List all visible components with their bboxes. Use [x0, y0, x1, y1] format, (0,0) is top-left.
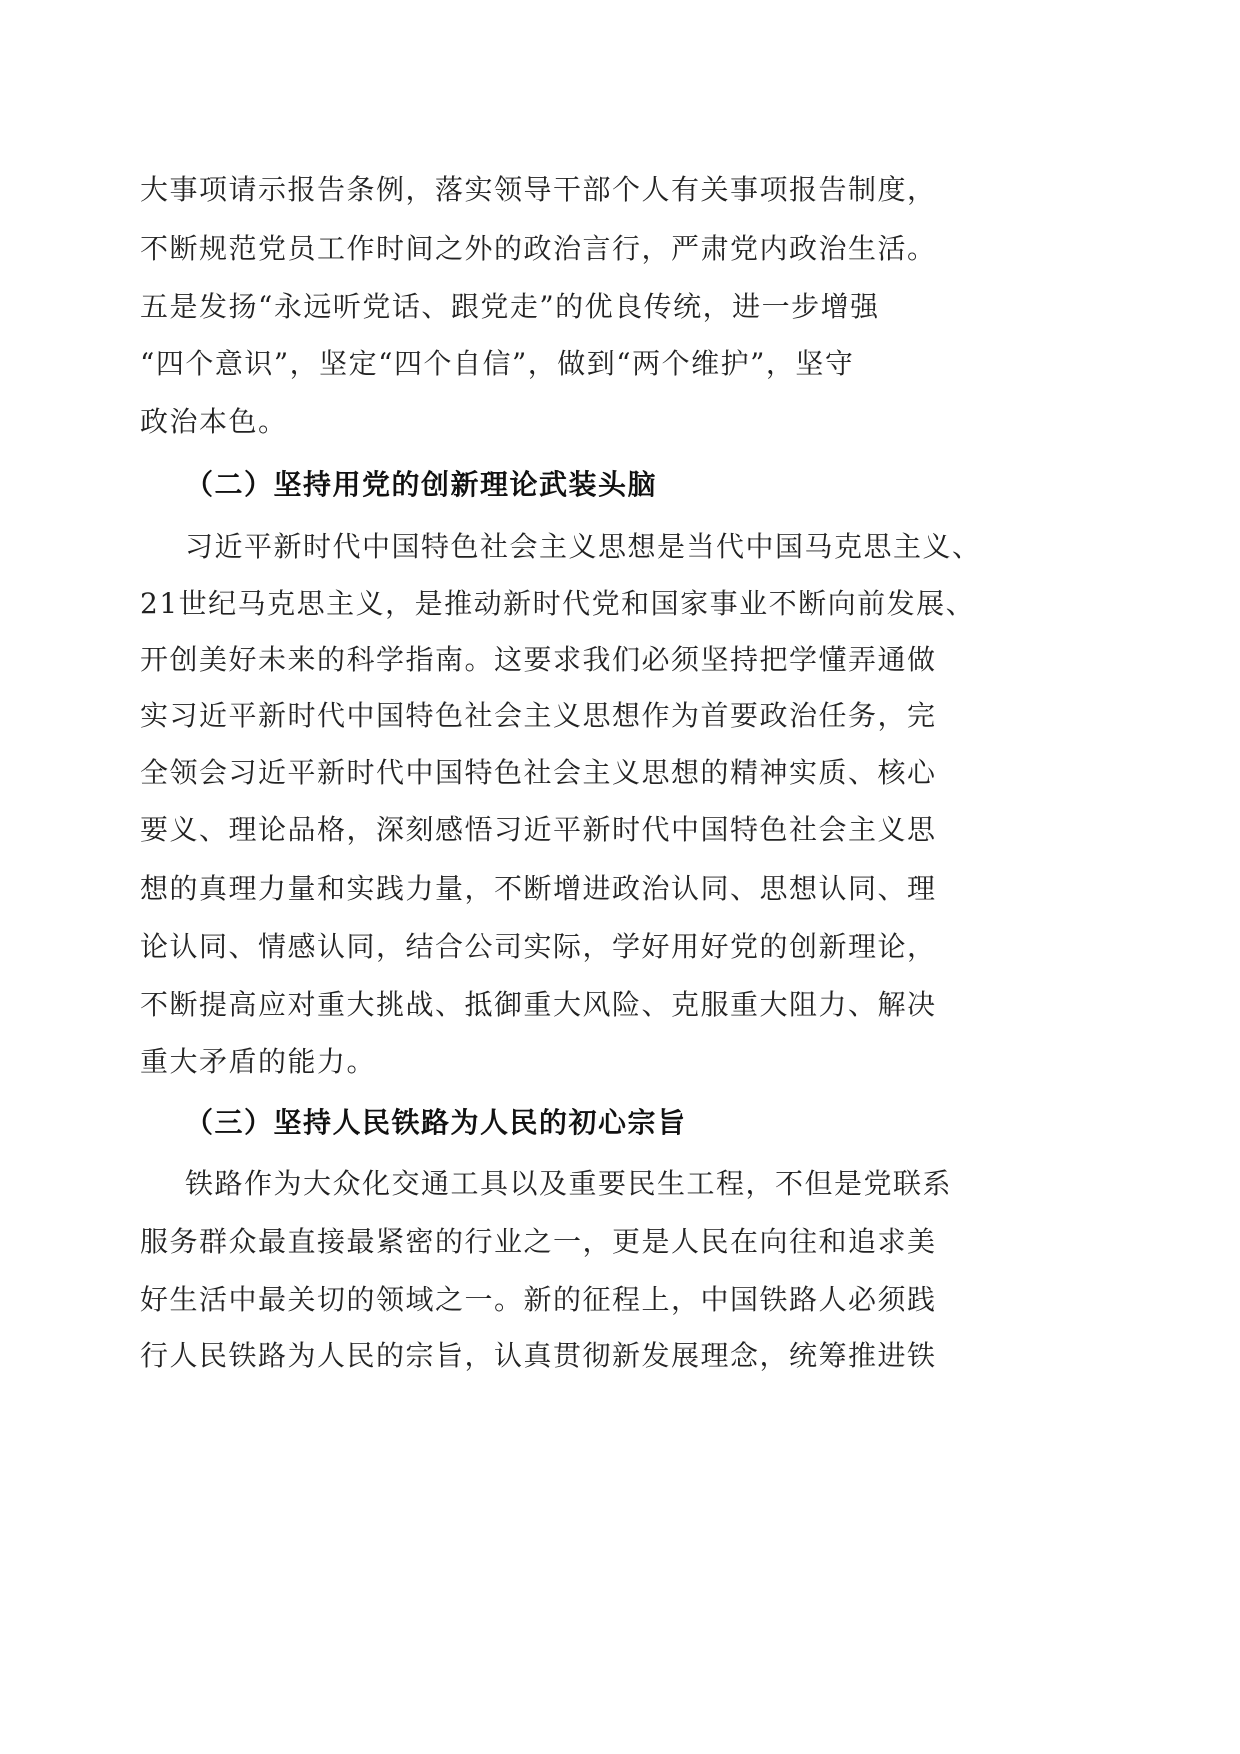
paragraph-line: 大事项请示报告条例，落实领导干部个人有关事项报告制度， [140, 173, 937, 206]
paragraph-line: 开创美好未来的科学指南。这要求我们必须坚持把学懂弄通做 [140, 643, 937, 676]
paragraph-line: 想的真理力量和实践力量，不断增进政治认同、思想认同、理 [140, 872, 937, 905]
paragraph-line: 要义、理论品格，深刻感悟习近平新时代中国特色社会主义思 [140, 813, 937, 846]
paragraph-line: 行人民铁路为人民的宗旨，认真贯彻新发展理念，统筹推进铁 [140, 1339, 937, 1372]
paragraph-line: 服务群众最直接最紧密的行业之一，更是人民在向往和追求美 [140, 1225, 937, 1258]
paragraph-line: 五是发扬“永远听党话、跟党走”的优良传统，进一步增强 [140, 290, 880, 323]
paragraph-line: 实习近平新时代中国特色社会主义思想作为首要政治任务，完 [140, 699, 937, 732]
paragraph-line: 论认同、情感认同，结合公司实际，学好用好党的创新理论， [140, 930, 937, 963]
paragraph-line: 政治本色。 [140, 405, 288, 438]
paragraph-line: 不断规范党员工作时间之外的政治言行，严肃党内政治生活。 [140, 232, 937, 265]
paragraph-line: “四个意识”，坚定“四个自信”，做到“两个维护”，坚守 [140, 347, 855, 380]
paragraph-line: 全领会习近平新时代中国特色社会主义思想的精神实质、核心 [140, 756, 937, 789]
section-heading: （三）坚持人民铁路为人民的初心宗旨 [185, 1106, 687, 1139]
paragraph-line: 好生活中最关切的领域之一。新的征程上，中国铁路人必须践 [140, 1283, 937, 1316]
section-heading: （二）坚持用党的创新理论武装头脑 [185, 468, 658, 501]
paragraph-line: 习近平新时代中国特色社会主义思想是当代中国马克思主义、 [185, 530, 982, 563]
paragraph-line: 21世纪马克思主义，是推动新时代党和国家事业不断向前发展、 [140, 587, 976, 620]
paragraph-line: 不断提高应对重大挑战、抵御重大风险、克服重大阻力、解决 [140, 988, 937, 1021]
paragraph-line: 重大矛盾的能力。 [140, 1045, 377, 1078]
paragraph-line: 铁路作为大众化交通工具以及重要民生工程，不但是党联系 [185, 1167, 953, 1200]
